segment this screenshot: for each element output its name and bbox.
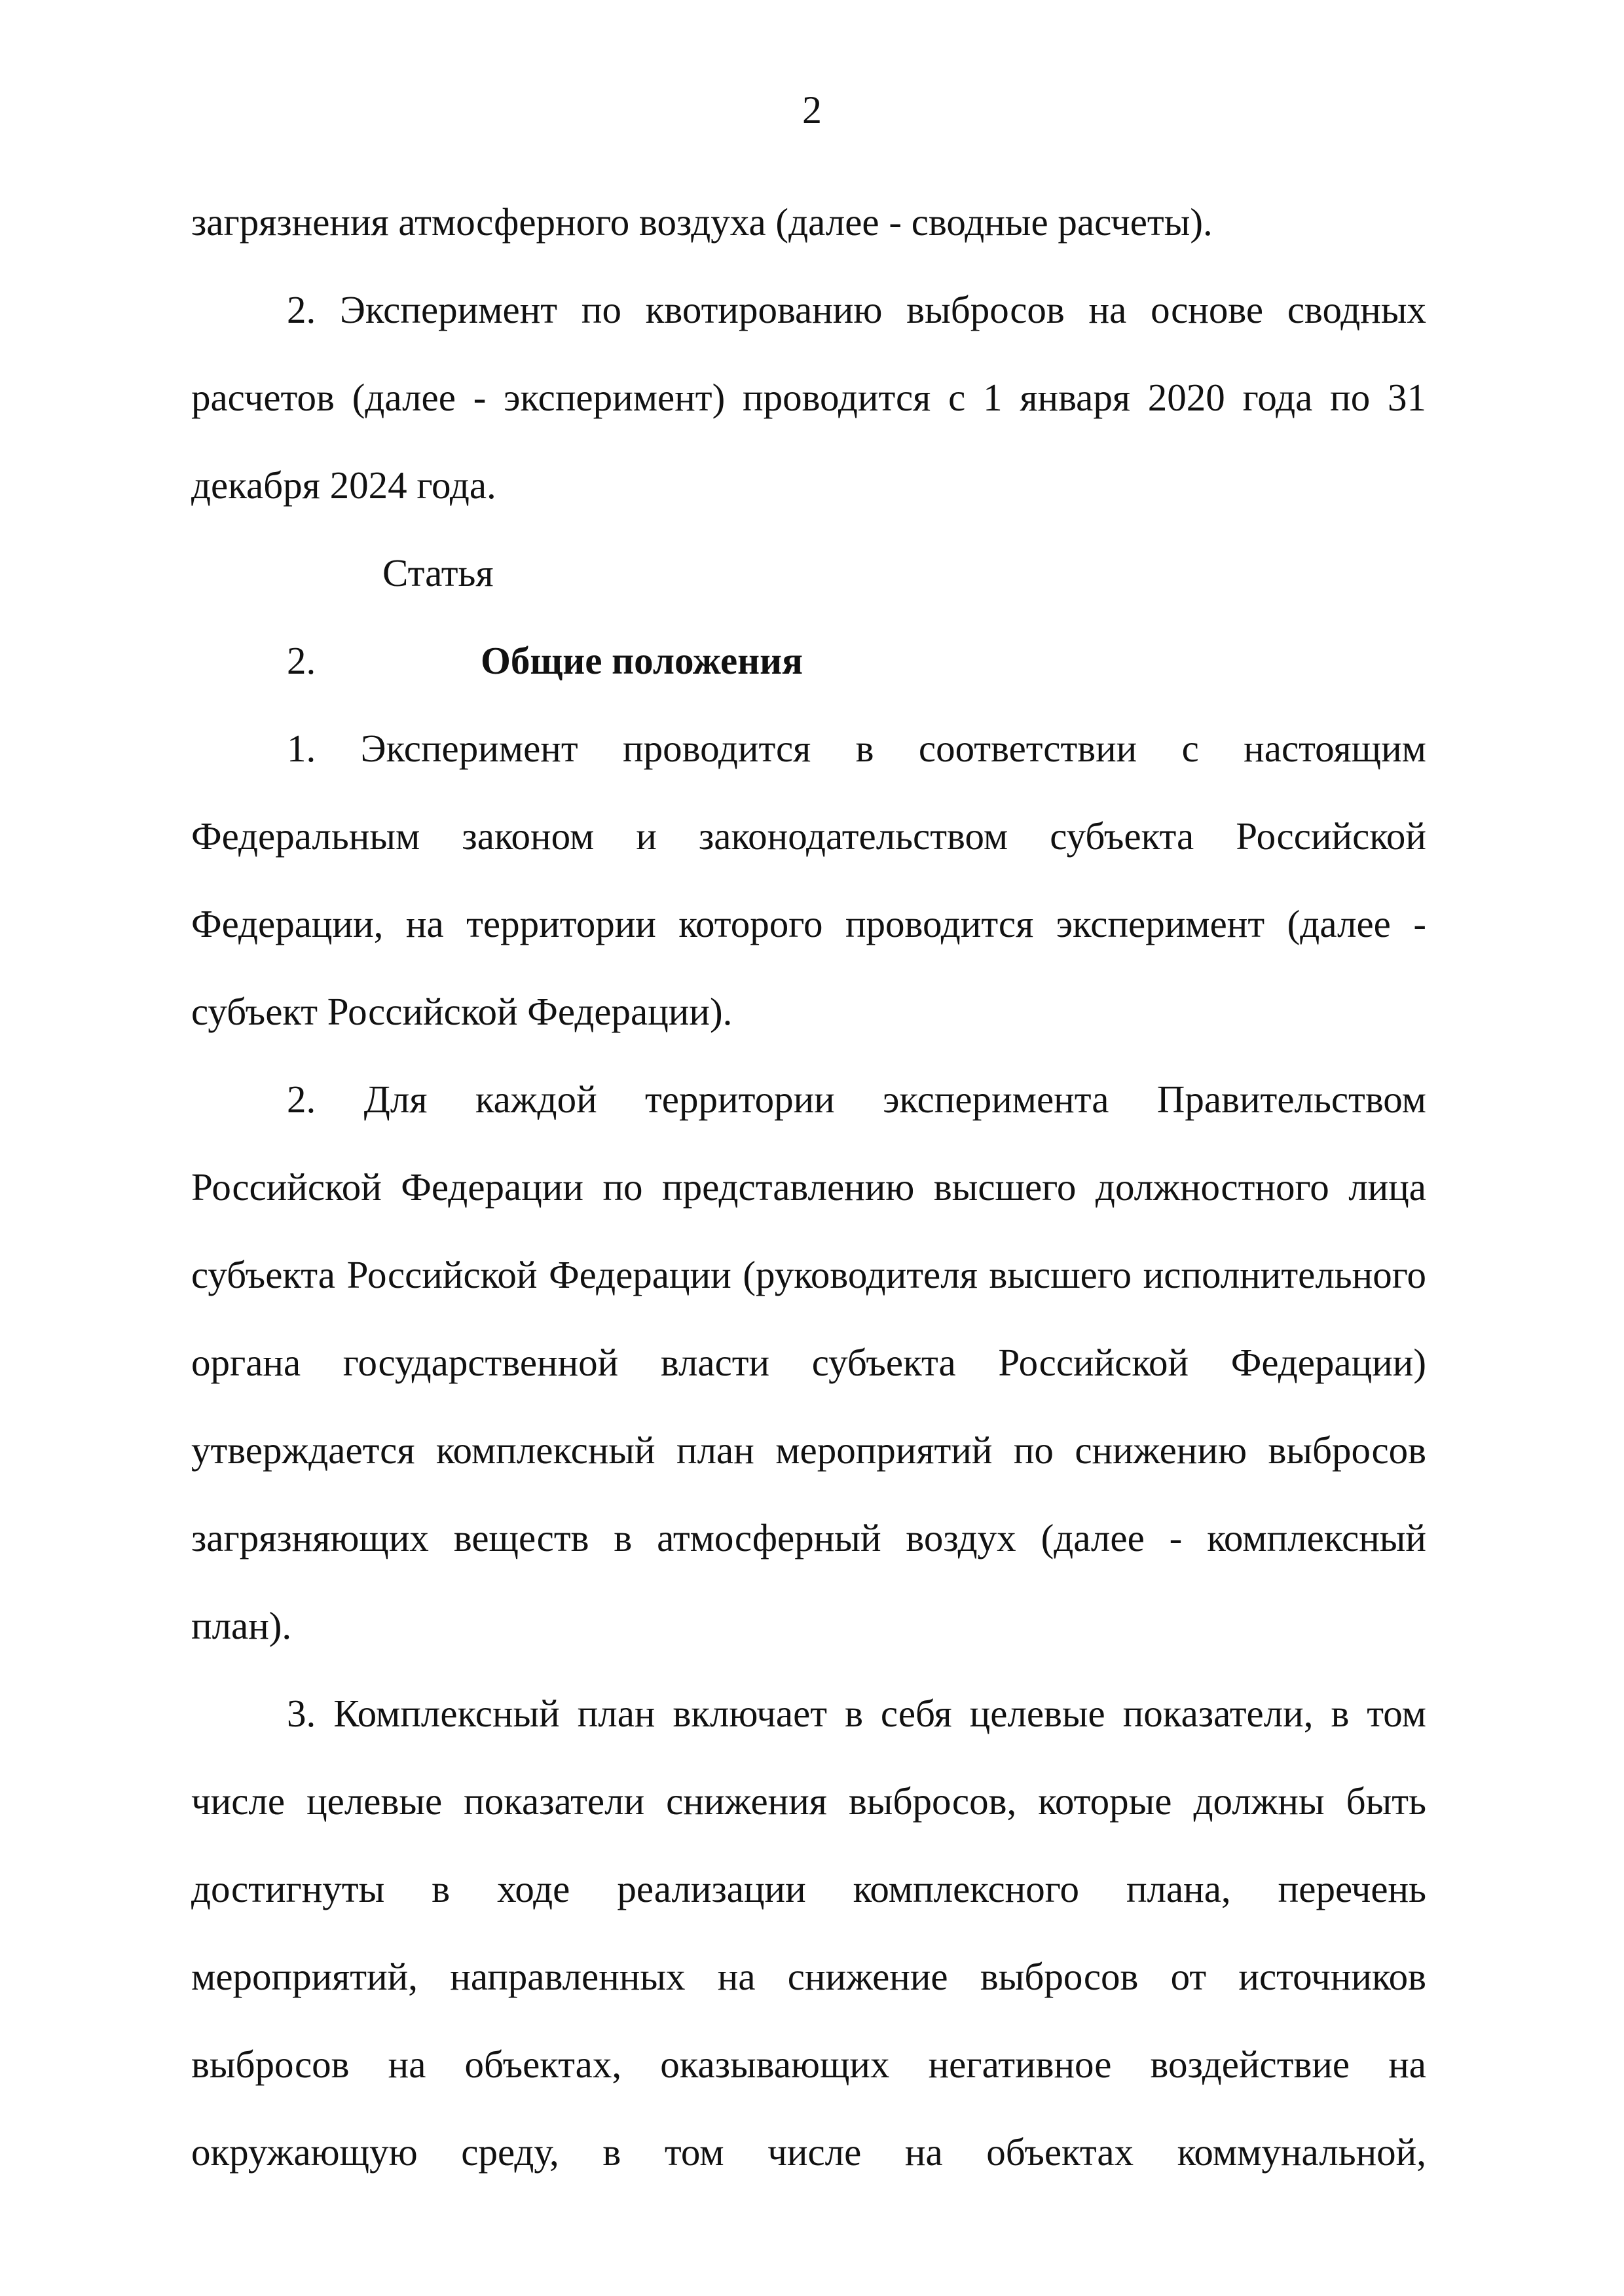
- paragraph-article2-item1: 1. Эксперимент проводится в соответствии с настоящим Федеральным законом и законодательством субъекта Российской Федерации, на территории которого проводится эксперимент (далее - субъект Российской Федерации).: [191, 727, 1426, 1033]
- document-body: [191, 178, 1426, 2196]
- article-title: Общие положения: [481, 639, 803, 682]
- article-label: Статья 2.: [287, 551, 494, 682]
- page-number: 2: [802, 88, 822, 132]
- paragraph-article1-item2: 2. Эксперимент по квотированию выбросов на основе сводных расчетов (далее - эксперимент) проводится с 1 января 2020 года по 31 декабря 2024 года.: [191, 288, 1426, 507]
- paragraph-article2-item2: 2. Для каждой территории эксперимента Правительством Российской Федерации по представлению высшего должностного лица субъекта Российской Федерации (руководителя высшего исполнительного органа государственной власти субъекта Российской Федерации) утверждается комплексный план мероприятий по снижению выбросов загрязняющих веществ в атмосферный воздух (далее - комплексный план).: [191, 1078, 1426, 1647]
- paragraph-article2-item3: 3. Комплексный план включает в себя целевые показатели, в том числе целевые показатели снижения выбросов, которые должны быть достигнуты в ходе реализации комплексного плана, перечень мероприятий, направленных на снижение выбросов от источников выбросов на объектах, оказывающих негативное воздействие на окружающую среду, в том числе на объектах коммунальной,: [191, 1692, 1426, 2174]
- paragraph-continuation: загрязнения атмосферного воздуха (далее - сводные расчеты).: [191, 200, 1213, 244]
- article-heading: [191, 529, 1426, 704]
